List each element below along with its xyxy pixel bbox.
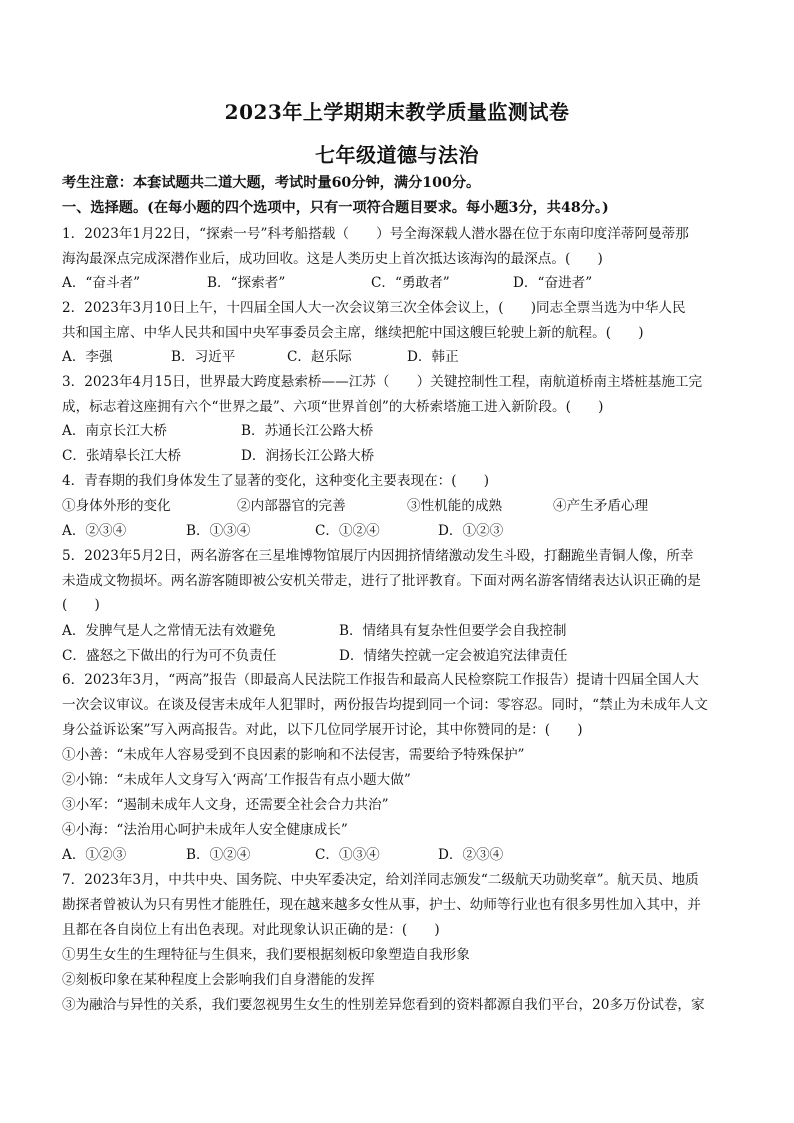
option-d: D．②③④ — [438, 847, 504, 863]
question-5-line-2: 未造成文物损坏。两名游客随即被公安机关带走，进行了批评教育。下面对两名游客情绪表达认识正确的是 — [62, 573, 701, 589]
option-d: D．韩正 — [407, 349, 459, 365]
option-c: C．①②④ — [315, 523, 380, 539]
statement-1: ①小善：“未成年人容易受到不良因素的影响和不法侵害，需要给予特殊保护” — [62, 747, 525, 763]
statement-1: ①身体外形的变化 — [62, 498, 171, 514]
option-a: A．①②③ — [62, 847, 127, 863]
question-2-line-2: 共和国主席、中华人民共和国中央军事委员会主席，继续把舵中国这艘巨轮驶上新的航程。( ) — [62, 325, 644, 341]
option-c: C．赵乐际 — [287, 349, 352, 365]
option-c: C．张靖皋长江大桥 — [62, 448, 182, 464]
option-d: D．润扬长江公路大桥 — [241, 448, 375, 464]
question-3-line-2: 成，标志着这座拥有六个“世界之最”、六项“世界首创”的大桥索塔施工进入新阶段。( ) — [62, 399, 604, 415]
question-6-line-1: 6．2023年3月，“两高”报告（即最高人民法院工作报告和最高人民检察院工作报告）提请十四届全国人大 — [62, 672, 699, 688]
option-a: A．李强 — [62, 349, 113, 365]
option-b: B．“探索者” — [207, 275, 286, 291]
statement-3: ③为融洽与异性的关系，我们要忽视男生女生的性别差异您看到的资料都源自我们平台，20多万份试卷，家 — [62, 997, 705, 1013]
option-b: B．情绪具有复杂性但要学会自我控制 — [339, 623, 567, 639]
option-c: C．①③④ — [315, 847, 380, 863]
question-5-options-row-2 — [62, 646, 742, 666]
option-a: A．发脾气是人之常情无法有效避免 — [62, 623, 276, 639]
statement-3: ③小军：“遏制未成年人文身，还需要全社会合力共治” — [62, 797, 389, 813]
question-4-options — [62, 521, 742, 541]
question-7-line-3: 且都在各自岗位上有出色表现。对此现象认识正确的是：( ) — [62, 922, 440, 938]
question-6-options — [62, 845, 742, 865]
question-4-items — [62, 496, 742, 516]
statement-2: ②内部器官的完善 — [237, 498, 346, 514]
statement-4: ④产生矛盾心理 — [553, 498, 649, 514]
statement-2: ②刻板印象在某种程度上会影响我们自身潜能的发挥 — [62, 972, 375, 988]
question-2-options — [62, 347, 742, 367]
option-d: D．情绪失控就一定会被追究法律责任 — [339, 648, 568, 664]
question-6-line-2: 一次会议审议。在谈及侵害未成年人犯罪时，两份报告均提到同一个词：零容忍。同时，“禁止为未成年人文 — [62, 697, 708, 713]
statement-1: ①男生女生的生理特征与生俱来，我们要根据刻板印象塑造自我形象 — [62, 947, 470, 963]
question-1-line-2: 海沟最深点完成深潜作业后，成功回收。这是人类历史上首次抵达该海沟的最深点。( ) — [62, 251, 603, 267]
question-1-line-1: 1．2023年1月22日，“探索一号”科考船搭载（ ）号全海深载人潜水器在位于东南印度洋蒂阿曼蒂那 — [62, 226, 689, 242]
option-d: D．“奋进者” — [513, 275, 593, 291]
question-3-line-1: 3．2023年4月15日，世界最大跨度悬索桥——江苏（ ）关键控制性工程，南航道桥南主塔桩基施工完 — [62, 374, 703, 390]
section-heading: 一、选择题。(在每小题的四个选项中，只有一项符合题目要求。每小题3分，共48分。) — [62, 200, 609, 216]
option-b: B．苏通长江公路大桥 — [241, 423, 374, 439]
question-7-line-1: 7．2023年3月，中共中央、国务院、中央军委决定，给刘洋同志颁发“二级航天功勋奖章”。航天员、地质 — [62, 872, 699, 888]
statement-3: ③性机能的成熟 — [407, 498, 503, 514]
option-b: B．习近平 — [171, 349, 236, 365]
question-1-options — [62, 273, 742, 293]
question-4-line-1: 4．青春期的我们身体发生了显著的变化，这种变化主要表现在：( ) — [62, 473, 490, 489]
option-b: B．①③④ — [186, 523, 251, 539]
option-c: C．盛怒之下做出的行为可不负责任 — [62, 648, 277, 664]
statement-4: ④小海：“法治用心呵护未成年人安全健康成长” — [62, 822, 348, 838]
question-3-options-row-2 — [62, 446, 742, 466]
statement-2: ②小锦：“未成年人文身写入‘两高’工作报告有点小题大做” — [62, 772, 411, 788]
question-5-line-1: 5．2023年5月2日，两名游客在三星堆博物馆展厅内因拥挤情绪激动发生斗殴，打翻跪坐青铜人像，所幸 — [62, 548, 694, 564]
option-c: C．“勇敢者” — [371, 275, 450, 291]
question-2-line-1: 2．2023年3月10日上午，十四届全国人大一次会议第三次全体会议上，( )同志全票当选为中华人民 — [62, 300, 686, 316]
question-6-line-3: 身公益诉讼案”写入两高报告。对此，以下几位同学展开讨论，其中你赞同的是：( ) — [62, 722, 583, 738]
exam-notice: 考生注意：本套试题共二道大题，考试时量60分钟，满分100分。 — [62, 175, 481, 191]
option-a: A．南京长江大桥 — [62, 423, 167, 439]
question-7-line-2: 勘探者曾被认为只有男性才能胜任，现在越来越多女性从事，护士、幼师等行业也有很多男性加入其中，并 — [62, 897, 701, 913]
page-subtitle: 七年级道德与法治 — [315, 143, 479, 167]
option-d: D．①②③ — [438, 523, 504, 539]
option-a: A．②③④ — [62, 523, 127, 539]
question-5-line-3: ( ) — [62, 597, 100, 613]
question-3-options-row-1 — [62, 421, 742, 441]
page-title: 2023年上学期期末教学质量监测试卷 — [224, 100, 570, 124]
question-5-options-row-1 — [62, 621, 742, 641]
option-a: A．“奋斗者” — [62, 275, 141, 291]
option-b: B．①②④ — [186, 847, 251, 863]
